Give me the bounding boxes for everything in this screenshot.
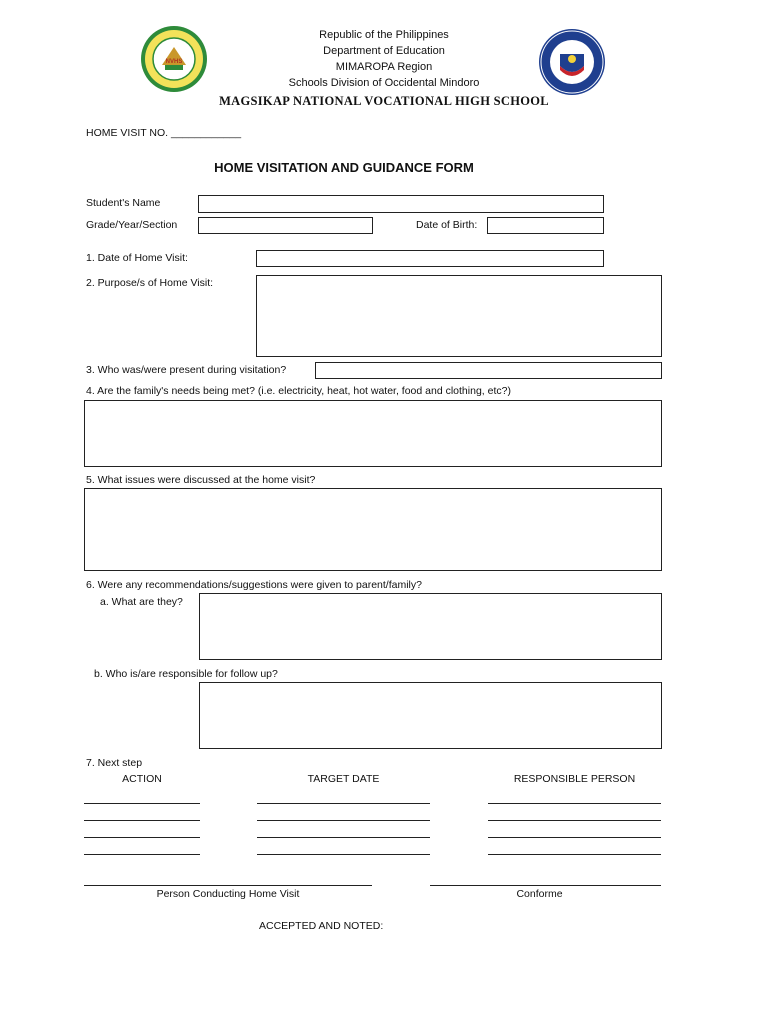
school-name: MAGSIKAP NATIONAL VOCATIONAL HIGH SCHOOL bbox=[219, 94, 549, 108]
family-needs-label: 4. Are the family's needs being met? (i.e. electricity, heat, hot water, food and clothing, etc?) bbox=[86, 385, 511, 397]
form-title: HOME VISITATION AND GUIDANCE FORM bbox=[214, 160, 474, 175]
date-of-home-visit-label: 1. Date of Home Visit: bbox=[86, 252, 188, 264]
recommendations-label: 6. Were any recommendations/suggestions were given to parent/family? bbox=[86, 579, 422, 591]
accepted-and-noted-label: ACCEPTED AND NOTED: bbox=[259, 920, 384, 932]
target-date-line[interactable] bbox=[257, 854, 430, 855]
issues-discussed-field[interactable] bbox=[84, 488, 662, 571]
action-line[interactable] bbox=[84, 820, 200, 821]
action-column-header: ACTION bbox=[122, 773, 162, 785]
conforme-signature-line[interactable] bbox=[430, 885, 661, 886]
responsible-person-line[interactable] bbox=[488, 803, 661, 804]
family-needs-field[interactable] bbox=[84, 400, 662, 467]
target-date-line[interactable] bbox=[257, 803, 430, 804]
what-are-they-field[interactable] bbox=[199, 593, 662, 660]
date-of-birth-field[interactable] bbox=[487, 217, 604, 234]
purpose-field[interactable] bbox=[256, 275, 662, 357]
purpose-label: 2. Purpose/s of Home Visit: bbox=[86, 277, 214, 289]
responsible-person-line[interactable] bbox=[488, 820, 661, 821]
next-step-label: 7. Next step bbox=[86, 757, 143, 769]
issues-discussed-label: 5. What issues were discussed at the home visit? bbox=[86, 474, 316, 486]
follow-up-field[interactable] bbox=[199, 682, 662, 749]
student-name-field[interactable] bbox=[198, 195, 604, 213]
responsible-person-column-header: RESPONSIBLE PERSON bbox=[513, 773, 636, 785]
present-during-visit-field[interactable] bbox=[315, 362, 662, 379]
target-date-line[interactable] bbox=[257, 820, 430, 821]
header-line-division: Schools Division of Occidental Mindoro bbox=[288, 77, 480, 89]
action-line[interactable] bbox=[84, 803, 200, 804]
date-of-home-visit-field[interactable] bbox=[256, 250, 604, 267]
header-line-region: MIMAROPA Region bbox=[335, 61, 433, 73]
grade-section-field[interactable] bbox=[198, 217, 373, 234]
home-visit-no-label: HOME VISIT NO. ____________ bbox=[86, 127, 242, 139]
action-line[interactable] bbox=[84, 854, 200, 855]
target-date-column-header: TARGET DATE bbox=[307, 773, 380, 785]
what-are-they-label: a. What are they? bbox=[100, 596, 183, 608]
follow-up-label: b. Who is/are responsible for follow up? bbox=[94, 668, 278, 680]
svg-text:NVHS: NVHS bbox=[165, 59, 183, 65]
date-of-birth-label: Date of Birth: bbox=[416, 219, 478, 231]
grade-section-label: Grade/Year/Section bbox=[86, 219, 178, 231]
responsible-person-line[interactable] bbox=[488, 837, 661, 838]
student-name-label: Student's Name bbox=[86, 197, 161, 209]
header-line-republic: Republic of the Philippines bbox=[319, 29, 449, 41]
target-date-line[interactable] bbox=[257, 837, 430, 838]
conducting-signature-line[interactable] bbox=[84, 885, 372, 886]
conforme-signature-label: Conforme bbox=[516, 888, 563, 900]
header-line-department: Department of Education bbox=[323, 45, 445, 57]
action-line[interactable] bbox=[84, 837, 200, 838]
conducting-signature-label: Person Conducting Home Visit bbox=[156, 888, 300, 900]
responsible-person-line[interactable] bbox=[488, 854, 661, 855]
present-during-visit-label: 3. Who was/were present during visitation? bbox=[86, 364, 287, 376]
